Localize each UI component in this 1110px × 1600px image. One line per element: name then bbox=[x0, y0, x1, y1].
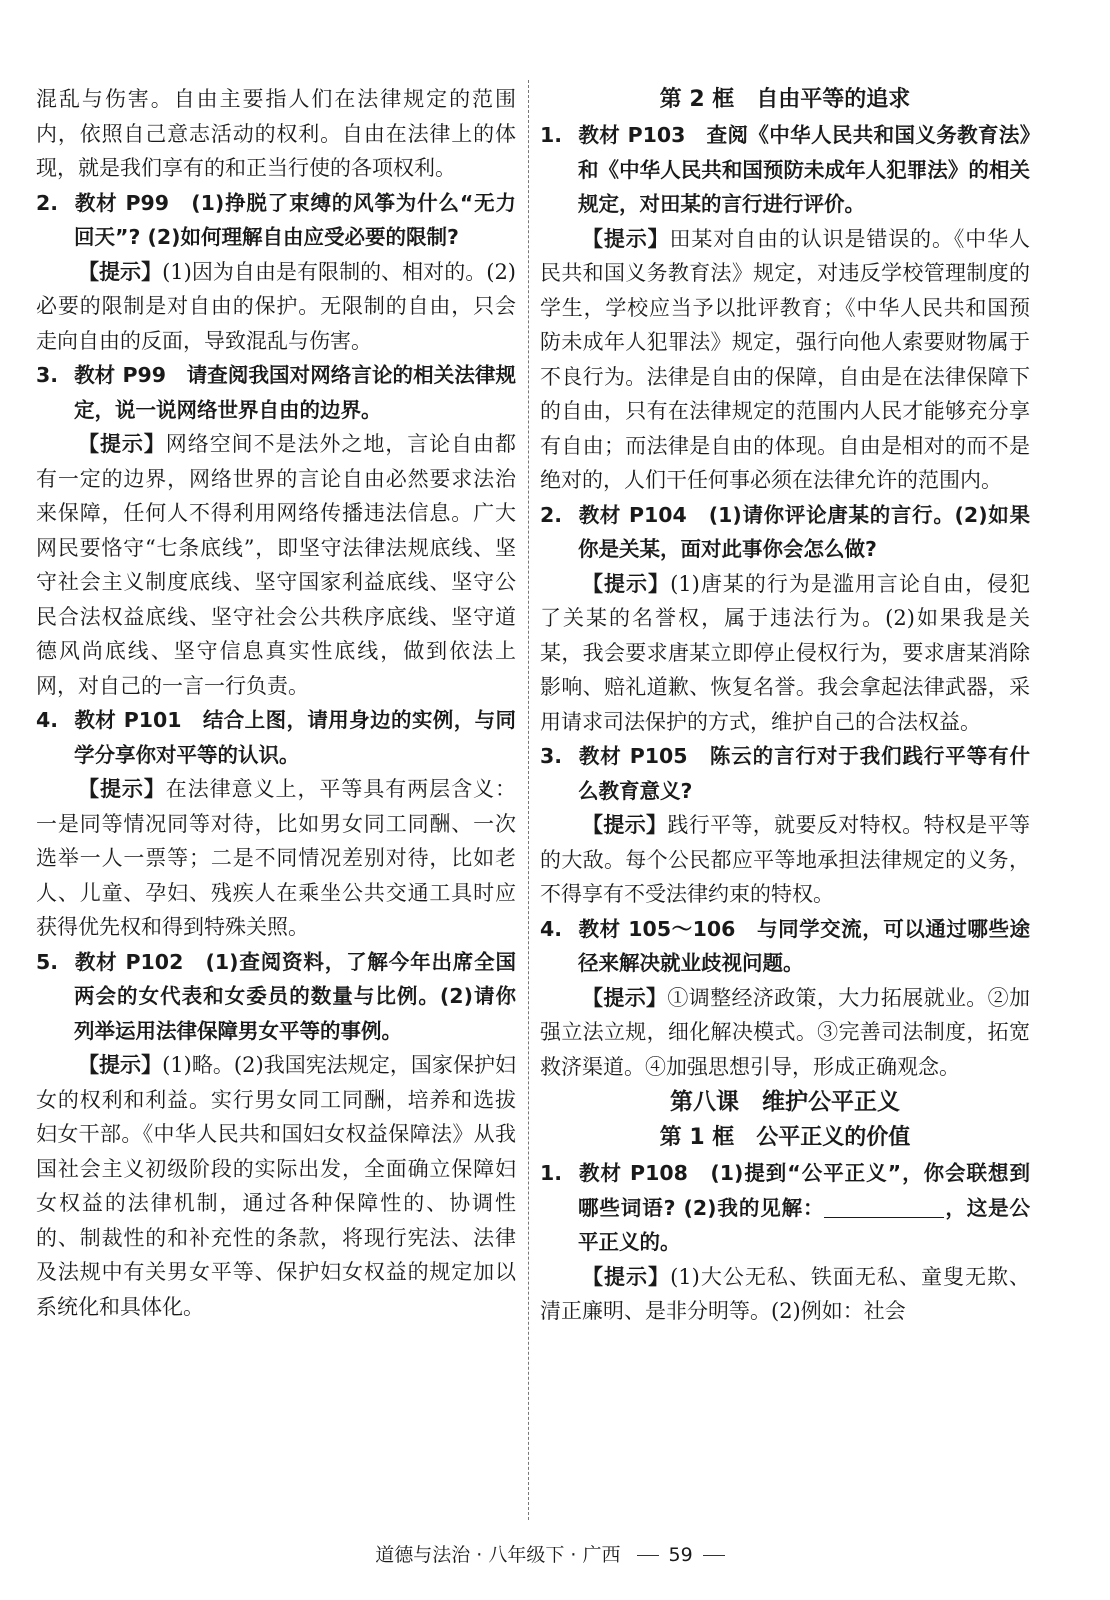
question-text: 教材 P102 (1)查阅资料，了解今年出席全国两会的女代表和女委员的数量与比例。(2)请你列举运用法律保障男女平等的事例。 bbox=[74, 949, 516, 1043]
page-number: 59 bbox=[668, 1544, 693, 1566]
question-text: 教材 P99 (1)挣脱了束缚的风筝为什么“无力回天”? (2)如何理解自由应受必要的限制? bbox=[74, 190, 516, 249]
question-number: 2. bbox=[36, 190, 59, 215]
hint-answer bbox=[36, 427, 516, 703]
question bbox=[540, 739, 1030, 808]
page-footer bbox=[0, 1540, 1110, 1567]
hint-answer bbox=[540, 981, 1030, 1085]
hint-text: 网络空间不是法外之地，言论自由都有一定的边界，网络世界的言论自由必然要求法治来保障，任何人不得利用网络传播违法信息。广大网民要恪守“七条底线”，即坚守法律法规底线、坚守社会主义制度底线、坚守国家利益底线、坚守公民合法权益底线、坚守社会公共秩序底线、坚守道德风尚底线、坚守信息真实性底线，做到依法上网，对自己的一言一行负责。 bbox=[36, 432, 517, 698]
question-number: 4. bbox=[36, 708, 59, 732]
question bbox=[36, 945, 516, 1049]
question-text: 教材 P103 查阅《中华人民共和国义务教育法》和《中华人民共和国预防未成年人犯罪法》的相关规定，对田某的言行进行评价。 bbox=[578, 123, 1030, 216]
hint-text: ①调整经济政策，大力拓展就业。②加强立法立规，细化解决模式。③完善司法制度，拓宽救济渠道。④加强思想引导，形成正确观念。 bbox=[540, 985, 1031, 1079]
question-text: 教材 P108 (1)提到“公平正义”，你会联想到哪些词语? (2)我的见解： bbox=[578, 1161, 1030, 1220]
footer-dash bbox=[637, 1555, 659, 1556]
question-number: 2. bbox=[540, 502, 563, 527]
fill-in-blank bbox=[824, 1197, 944, 1218]
hint-tag: 【提示】 bbox=[582, 1264, 671, 1289]
question bbox=[36, 186, 516, 255]
hint-answer bbox=[540, 1260, 1030, 1329]
question bbox=[540, 498, 1030, 567]
question-text-end: ，这是公平正义的。 bbox=[578, 1195, 1031, 1254]
footer-dash bbox=[703, 1555, 725, 1556]
hint-text: 践行平等，就要反对特权。特权是平等的大敌。每个公民都应平等地承担法律规定的义务，不得享有不受法律约束的特权。 bbox=[540, 813, 1031, 906]
question-text: 教材 P101 结合上图，请用身边的实例，与同学分享你对平等的认识。 bbox=[74, 708, 516, 767]
question-text: 教材 P104 (1)请你评论唐某的言行。(2)如果你是关某，面对此事你会怎么做? bbox=[578, 502, 1030, 561]
paragraph: 混乱与伤害。自由主要指人们在法律规定的范围内，依照自己意志活动的权利。自由在法律上的体现，就是我们享有的和正当行使的各项权利。 bbox=[36, 87, 516, 180]
question-text: 教材 105～106 与同学交流，可以通过哪些途径来解决就业歧视问题。 bbox=[578, 916, 1030, 975]
hint-answer bbox=[36, 772, 516, 945]
footer-book-title: 道德与法治 · 八年级下 · 广西 bbox=[375, 1544, 621, 1566]
hint-text: 在法律意义上，平等具有两层含义：一是同等情况同等对待，比如男女同工同酬、一次选举一人一票等；二是不同情况差别对待，比如老人、儿童、孕妇、残疾人在乘坐公共交通工具时应获得优先权和得到特殊关照。 bbox=[36, 777, 517, 939]
hint-tag: 【提示】 bbox=[582, 571, 671, 596]
hint-answer bbox=[540, 222, 1030, 498]
question bbox=[36, 358, 516, 427]
question bbox=[540, 118, 1030, 222]
question-number: 4. bbox=[540, 916, 563, 941]
hint-answer bbox=[540, 808, 1030, 912]
left-column bbox=[36, 82, 516, 1324]
column-divider bbox=[528, 80, 529, 1520]
hint-text: (1)略。(2)我国宪法规定，国家保护妇女的权利和利益。实行男女同工同酬，培养和选拔妇女干部。《中华人民共和国妇女权益保障法》从我国社会主义初级阶段的实际出发，全面确立保障妇女权益的法律机制，通过各种保障性的、协调性的、制裁性的和补充性的条款，将现行宪法、法律及法规中有关男女平等、保护妇女权益的规定加以系统化和具体化。 bbox=[36, 1053, 516, 1319]
hint-tag: 【提示】 bbox=[78, 777, 166, 801]
hint-text: 田某对自由的认识是错误的。《中华人民共和国义务教育法》规定，对违反学校管理制度的学生，学校应当予以批评教育；《中华人民共和国预防未成年人犯罪法》规定，强行向他人索要财物属于不良行为。法律是自由的保障，自由是在法律保障下的自由，只有在法律规定的范围内人民才能够充分享有自由；而法律是自由的体现。自由是相对的而不是绝对的，人们干任何事必须在法律允许的范围内。 bbox=[540, 226, 1030, 492]
question-number: 3. bbox=[36, 363, 59, 387]
question bbox=[540, 912, 1030, 981]
hint-tag: 【提示】 bbox=[78, 432, 166, 456]
lesson-heading: 第八课 维护公平正义 bbox=[670, 1089, 900, 1115]
section-heading: 第 1 框 公平正义的价值 bbox=[659, 1125, 911, 1150]
hint-tag: 【提示】 bbox=[582, 813, 668, 837]
right-column bbox=[540, 82, 1030, 1329]
question bbox=[540, 1156, 1030, 1260]
hint-tag: 【提示】 bbox=[582, 985, 668, 1010]
question-number: 1. bbox=[540, 1161, 563, 1185]
hint-tag: 【提示】 bbox=[78, 259, 163, 284]
hint-text: (1)因为自由是有限制的、相对的。(2)必要的限制是对自由的保护。无限制的自由，只会走向自由的反面，导致混乱与伤害。 bbox=[36, 259, 516, 353]
hint-answer bbox=[36, 1048, 516, 1324]
hint-tag: 【提示】 bbox=[582, 226, 670, 251]
question-number: 3. bbox=[540, 744, 563, 768]
hint-answer bbox=[36, 255, 516, 359]
section-heading: 第 2 框 自由平等的追求 bbox=[659, 87, 911, 112]
question-text: 教材 P99 请查阅我国对网络言论的相关法律规定，说一说网络世界自由的边界。 bbox=[74, 363, 516, 422]
question-number: 5. bbox=[36, 949, 59, 974]
hint-answer bbox=[540, 567, 1030, 740]
hint-text: (1)唐某的行为是滥用言论自由，侵犯了关某的名誉权，属于违法行为。(2)如果我是关某，我会要求唐某立即停止侵权行为，要求唐某消除影响、赔礼道歉、恢复名誉。我会拿起法律武器，采用请求司法保护的方式，维护自己的合法权益。 bbox=[540, 571, 1031, 734]
question-number: 1. bbox=[540, 123, 563, 147]
hint-text: (1)大公无私、铁面无私、童叟无欺、清正廉明、是非分明等。(2)例如：社会 bbox=[540, 1264, 1031, 1323]
hint-tag: 【提示】 bbox=[78, 1053, 163, 1077]
question-text: 教材 P105 陈云的言行对于我们践行平等有什么教育意义? bbox=[578, 744, 1030, 803]
question bbox=[36, 703, 516, 772]
